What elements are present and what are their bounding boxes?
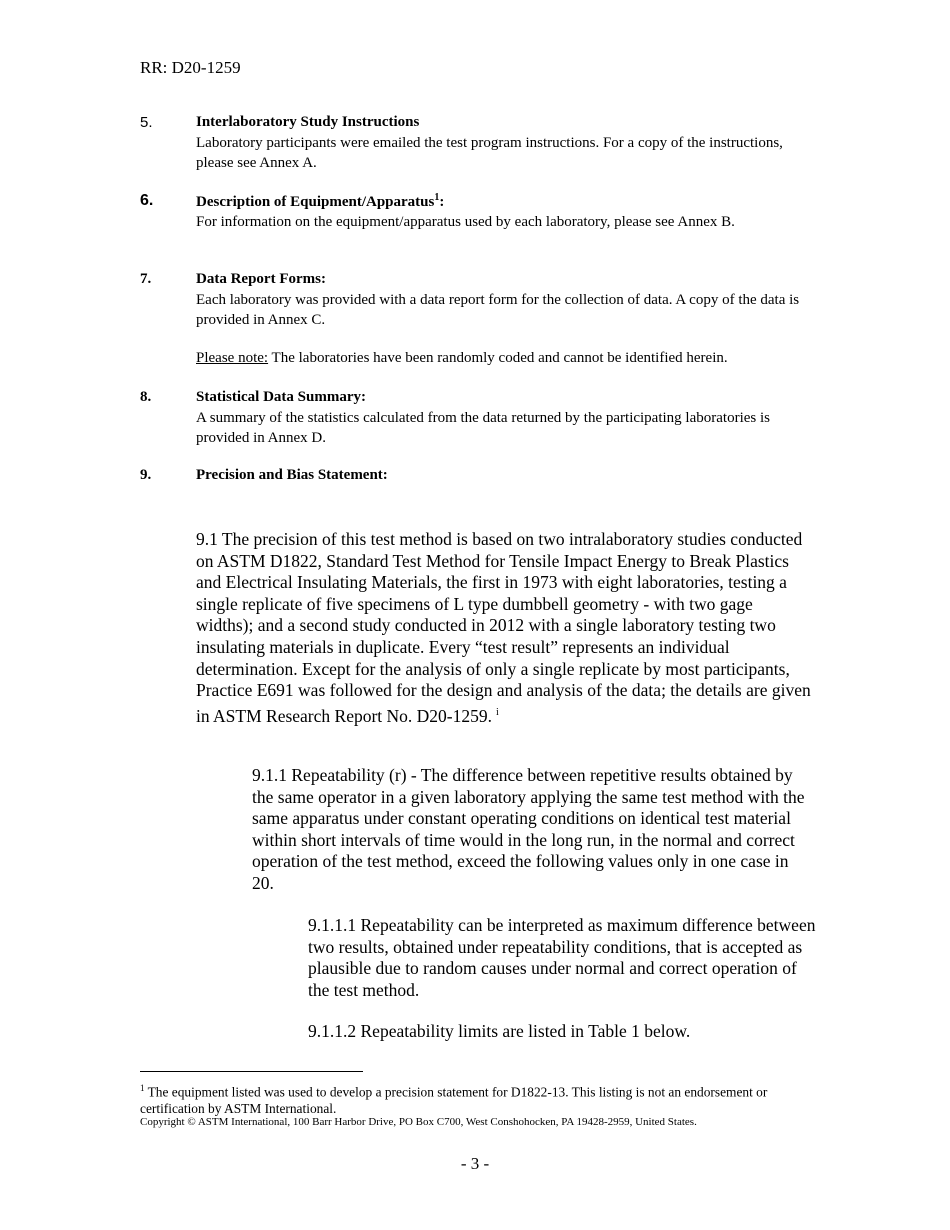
section-6-title <box>196 192 444 211</box>
section-8-number: 8. <box>140 389 152 405</box>
section-8-body: A summary of the statistics calculated from the data returned by the participating laboratories is provided in Annex D. <box>196 410 770 446</box>
section-7-body: Each laboratory was provided with a data report form for the collection of data. A copy of the data is provided in Annex C. <box>196 292 800 328</box>
copyright-notice: Copyright © ASTM International, 100 Barr Harbor Drive, PO Box C700, West Conshohocken, PA 19428-2959, United States. <box>140 1116 697 1128</box>
section-9-title: Precision and Bias Statement: <box>196 467 388 483</box>
paragraph-9-1-1: 9.1.1 Repeatability (r) - The difference between repetitive results obtained by the same operator in a given laboratory applying the same test method with the same apparatus under constant operating conditions on identical test material within short intervals of time would in the long run, in the normal and correct operation of the test method, exceed the following values only in one case in 20. <box>252 765 805 893</box>
section-8-title: Statistical Data Summary: <box>196 389 366 405</box>
section-6-title-text: Description of Equipment/Apparatus <box>196 194 435 210</box>
footnote-text: The equipment listed was used to develop a precision statement for D1822-13. This listing is not an endorsement or certification by ASTM International. <box>140 1084 768 1117</box>
report-id-header: RR: D20-1259 <box>140 58 241 77</box>
note-text: The laboratories have been randomly coded and cannot be identified herein. <box>268 350 728 366</box>
endnote-ref-i: i <box>496 706 499 718</box>
paragraph-9-1-1-2: 9.1.1.2 Repeatability limits are listed in Table 1 below. <box>308 1021 691 1041</box>
section-6-title-colon: : <box>439 194 445 210</box>
section-9-number: 9. <box>140 467 152 483</box>
footnote-separator <box>140 1071 363 1072</box>
paragraph-9-1-1-1: 9.1.1.1 Repeatability can be interpreted as maximum difference between two results, obtained under repeatability conditions, that is accepted as plausible due to random causes under normal and correct operation of the test method. <box>308 915 816 1000</box>
footnote-ref-1: 1 <box>434 192 440 203</box>
page-number: - 3 - <box>460 1154 490 1173</box>
note-label: Please note: <box>196 350 269 366</box>
footnote-marker: 1 <box>140 1083 145 1093</box>
section-7-note <box>196 348 836 368</box>
paragraph-9-1-text: 9.1 The precision of this test method is based on two intralaboratory studies conducted on ASTM D1822, Standard Test Method for Tensile Impact Energy to Break Plastics and Electrical Insulating Materials, the first in 1973 with eight laboratories, testing a single replicate of five specimens of L type dumbbell geometry - with two gage widths); and a second study conducted in 2012 with a single laboratory testing two insulating materials in duplicate. Every “test result” represents an individual determination. Except for the analysis of only a single replicate by most participants, Practice E691 was followed for the design and analysis of the data; the details are given in ASTM Research Report No. D20-1259. <box>196 529 811 726</box>
section-5-body: Laboratory participants were emailed the test program instructions. For a copy of the instructions, please see Annex A. <box>196 135 783 171</box>
paragraph-9-1 <box>196 529 812 727</box>
section-6-number: 6. <box>140 192 154 209</box>
section-5-number: 5. <box>140 114 153 131</box>
section-6-body: For information on the equipment/apparatus used by each laboratory, please see Annex B. <box>196 214 735 230</box>
section-7-title: Data Report Forms: <box>196 271 326 287</box>
section-7-number: 7. <box>140 271 152 287</box>
section-5-title: Interlaboratory Study Instructions <box>196 114 420 130</box>
footnote-1 <box>140 1080 800 1117</box>
